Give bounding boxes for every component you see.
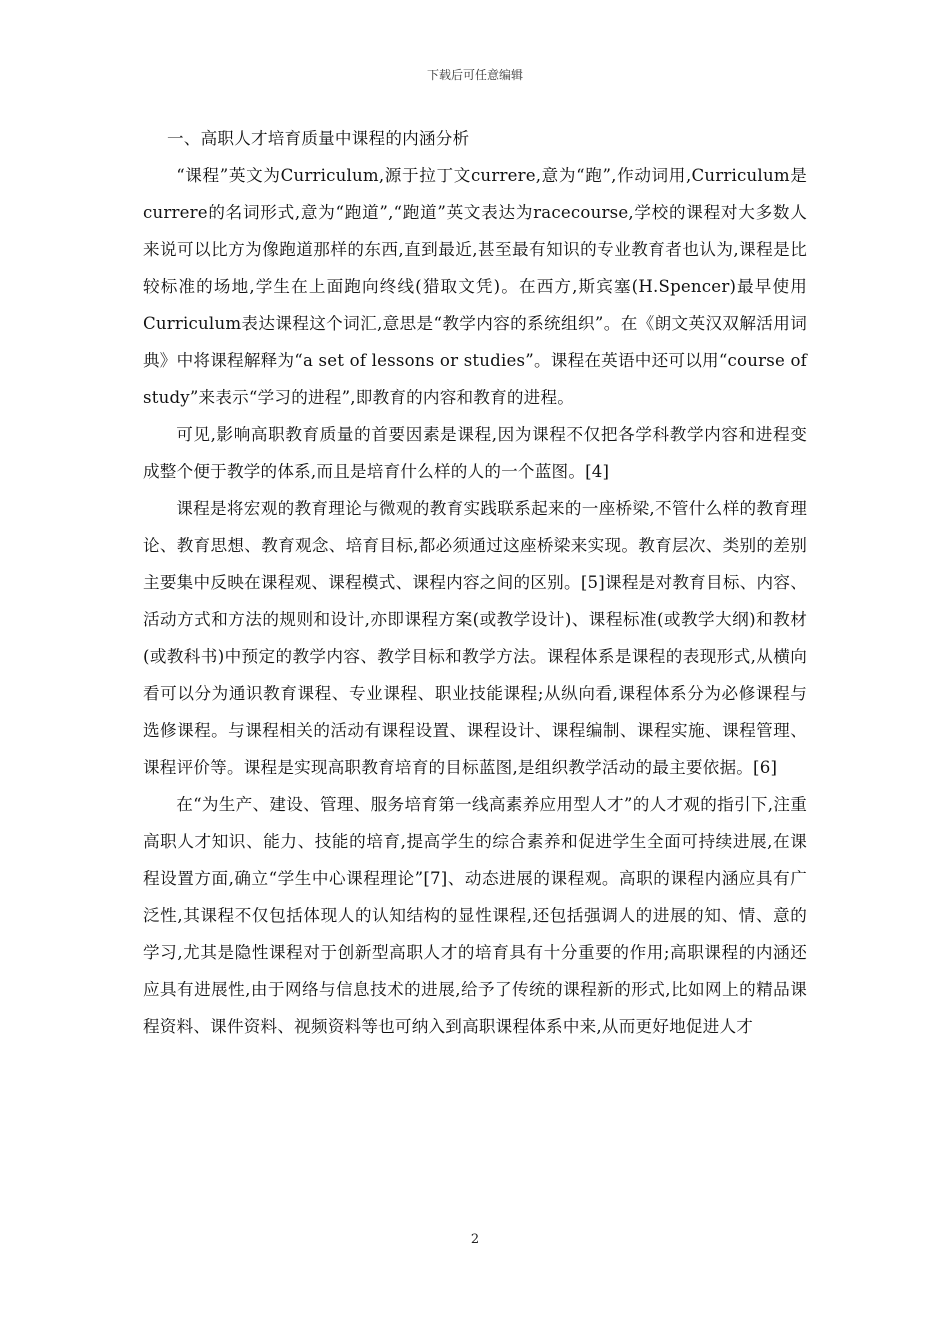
document-body <box>143 120 807 1045</box>
paragraph-talent-view: 在“为生产、建设、管理、服务培育第一线高素养应用型人才”的人才观的指引下,注重高职人才知识、能力、技能的培育,提高学生的综合素养和促进学生全面可持续进展,在课程设置方面,确立“学生中心课程理论”[7]、动态进展的课程观。高职的课程内涵应具有广泛性,其课程不仅包括体现人的认知结构的显性课程,还包括强调人的进展的知、情、意的学习,尤其是隐性课程对于创新型高职人才的培育具有十分重要的作用;高职课程的内涵还应具有进展性,由于网络与信息技术的进展,给予了传统的课程新的形式,比如网上的精品课程资料、课件资料、视频资料等也可纳入到高职课程体系中来,从而更好地促进人才 <box>143 795 808 1036</box>
paragraph-quality-factor: 可见,影响高职教育质量的首要因素是课程,因为课程不仅把各学科教学内容和进程变成整个便于教学的体系,而且是培育什么样的人的一个蓝图。[4] <box>143 425 807 481</box>
page-number: 2 <box>470 1232 480 1247</box>
paragraph-curriculum-bridge: 课程是将宏观的教育理论与微观的教育实践联系起来的一座桥梁,不管什么样的教育理论、教育思想、教育观念、培育目标,都必须通过这座桥梁来实现。教育层次、类别的差别主要集中反映在课程观、课程模式、课程内容之间的区别。[5]课程是对教育目标、内容、活动方式和方法的规则和设计,亦即课程方案(或教学设计)、课程标准(或教学大纲)和教材(或教科书)中预定的教学内容、教学目标和教学方法。课程体系是课程的表现形式,从横向看可以分为通识教育课程、专业课程、职业技能课程;从纵向看,课程体系分为必修课程与选修课程。与课程相关的活动有课程设置、课程设计、课程编制、课程实施、课程管理、课程评价等。课程是实现高职教育培育的目标蓝图,是组织教学活动的最主要依据。[6] <box>143 499 807 777</box>
section-heading: 一、高职人才培育质量中课程的内涵分析 <box>167 129 470 148</box>
page-header: 下载后可任意编辑 <box>426 68 523 82</box>
paragraph-curriculum-etymology: “课程”英文为Curriculum,源于拉丁文currere,意为“跑”,作动词用,Curriculum是currere的名词形式,意为“跑道”,“跑道”英文表达为racecourse,学校的课程对大多数人来说可以比方为像跑道那样的东西,直到最近,甚至最有知识的专业教育者也认为,课程是比较标准的场地,学生在上面跑向终线(猎取文凭)。在西方,斯宾塞(H.Spencer)最早使用Curriculum表达课程这个词汇,意思是“教学内容的系统组织”。在《朗文英汉双解活用词典》中将课程解释为“a set of lessons or studies”。课程在英语中还可以用“course of study”来表示“学习的进程”,即教育的内容和教育的进程。 <box>143 166 807 407</box>
